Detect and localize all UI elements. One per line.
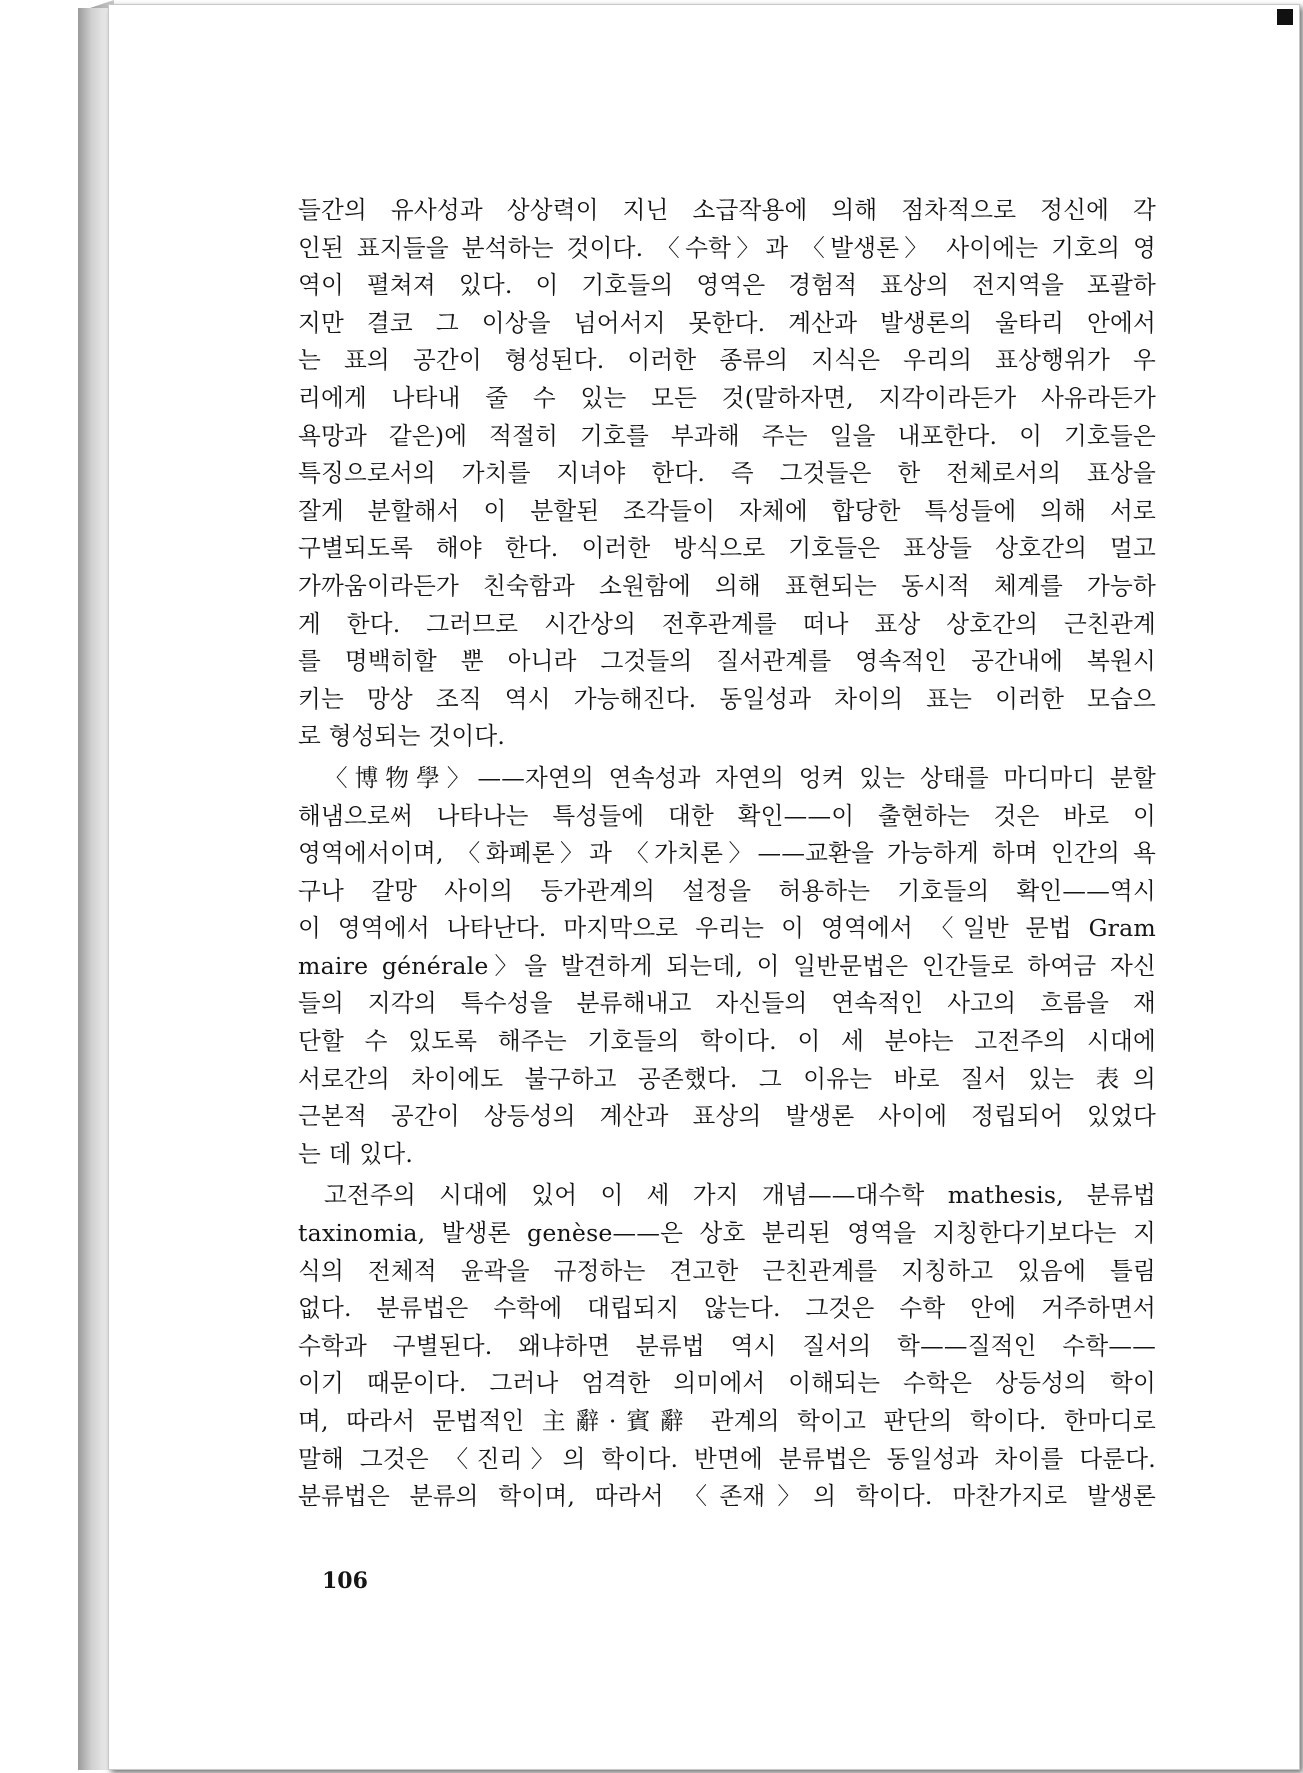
text-line: 단할 수 있도록 해주는 기호들의 학이다. 이 세 분야는 고전주의 시대에 xyxy=(298,1027,1156,1056)
text-line: 구나 갈망 사이의 등가관계의 설정을 허용하는 기호들의 확인——역시 xyxy=(298,876,1156,905)
text-line: 근본적 공간이 상등성의 계산과 표상의 발생론 사이에 정립되어 있었다 xyxy=(298,1102,1156,1131)
text-line: 는 데 있다. xyxy=(298,1139,414,1168)
text-line: 식의 전체적 윤곽을 규정하는 견고한 근친관계를 지칭하고 있음에 틀림 xyxy=(298,1256,1156,1285)
paragraph-3 xyxy=(298,1177,1156,1515)
text-line: maire générale〉을 발견하게 되는데, 이 일반문법은 인간들로 하여금 자신 xyxy=(298,951,1156,980)
text-line: 키는 망상 조직 역시 가능해진다. 동일성과 차이의 표는 이러한 모습으 xyxy=(298,684,1156,713)
text-line: 욕망과 같은)에 적절히 기호를 부과해 주는 일을 내포한다. 이 기호들은 xyxy=(298,421,1156,450)
page-number: 106 xyxy=(322,1568,368,1594)
text-line: 서로간의 차이에도 불구하고 공존했다. 그 이유는 바로 질서 있는 表의 xyxy=(298,1064,1156,1093)
text-line: 특징으로서의 가치를 지녀야 한다. 즉 그것들은 한 전체로서의 표상을 xyxy=(298,459,1156,488)
text-line: 는 표의 공간이 형성된다. 이러한 종류의 지식은 우리의 표상행위가 우 xyxy=(298,346,1156,375)
text-line: 〈博物學〉——자연의 연속성과 자연의 엉켜 있는 상태를 마디마디 분할 xyxy=(324,763,1156,792)
text-line: 없다. 분류법은 수학에 대립되지 않는다. 그것은 수학 안에 거주하면서 xyxy=(298,1294,1156,1323)
text-line: 를 명백히할 뿐 아니라 그것들의 질서관계를 영속적인 공간내에 복원시 xyxy=(298,647,1156,676)
text-line: 영역에서이며, 〈화폐론〉과 〈가치론〉——교환을 가능하게 하며 인간의 욕 xyxy=(298,839,1156,868)
text-line: 며, 따라서 문법적인 主辭·賓辭 관계의 학이고 판단의 학이다. 한마디로 xyxy=(298,1407,1156,1435)
text-line: 고전주의 시대에 있어 이 세 가지 개념——대수학 mathesis, 분류법 xyxy=(324,1181,1156,1210)
text-line: 말해 그것은 〈진리〉의 학이다. 반면에 분류법은 동일성과 차이를 다룬다. xyxy=(298,1444,1156,1473)
text-line: 이 영역에서 나타난다. 마지막으로 우리는 이 영역에서 〈일반 문법 Gram xyxy=(298,914,1156,943)
text-line: 역이 펼쳐져 있다. 이 기호들의 영역은 경험적 표상의 전지역을 포괄하 xyxy=(298,271,1156,300)
paragraph-1 xyxy=(298,192,1156,756)
text-line: 로 형성되는 것이다. xyxy=(298,722,506,751)
text-line: 인된 표지들을 분석하는 것이다. 〈수학〉과 〈발생론〉 사이에는 기호의 영 xyxy=(298,233,1156,262)
text-line: 들간의 유사성과 상상력이 지닌 소급작용에 의해 점차적으로 정신에 각 xyxy=(298,196,1156,224)
text-line: 해냄으로써 나타나는 특성들에 대한 확인——이 출현하는 것은 바로 이 xyxy=(298,801,1156,830)
text-line: 지만 결코 그 이상을 넘어서지 못한다. 계산과 발생론의 울타리 안에서 xyxy=(298,308,1156,337)
text-line: 잘게 분할해서 이 분할된 조각들이 자체에 합당한 특성들에 의해 서로 xyxy=(298,496,1156,525)
text-line: 리에게 나타내 줄 수 있는 모든 것(말하자면, 지각이라든가 사유라든가 xyxy=(298,383,1156,412)
text-line: 구별되도록 해야 한다. 이러한 방식으로 기호들은 표상들 상호간의 멀고 xyxy=(298,534,1156,563)
text-line: 들의 지각의 특수성을 분류해내고 자신들의 연속적인 사고의 흐름을 재 xyxy=(298,989,1156,1018)
book-spine xyxy=(78,8,112,1770)
text-line: 이기 때문이다. 그러나 엄격한 의미에서 이해되는 수학은 상등성의 학이 xyxy=(298,1369,1156,1398)
corner-mark xyxy=(1277,9,1293,25)
text-line: 가까움이라든가 친숙함과 소원함에 의해 표현되는 동시적 체계를 가능하 xyxy=(298,571,1156,600)
text-line: 수학과 구별된다. 왜냐하면 분류법 역시 질서의 학——질적인 수학—— xyxy=(298,1331,1156,1360)
text-line: taxinomia, 발생론 genèse——은 상호 분리된 영역을 지칭한다기보다는 지 xyxy=(298,1219,1156,1248)
paragraph-2 xyxy=(298,760,1156,1174)
text-line: 게 한다. 그러므로 시간상의 전후관계를 떠나 표상 상호간의 근친관계 xyxy=(298,609,1156,638)
text-line: 분류법은 분류의 학이며, 따라서 〈존재〉의 학이다. 마찬가지로 발생론 xyxy=(298,1482,1156,1511)
body-text xyxy=(298,192,1156,1516)
